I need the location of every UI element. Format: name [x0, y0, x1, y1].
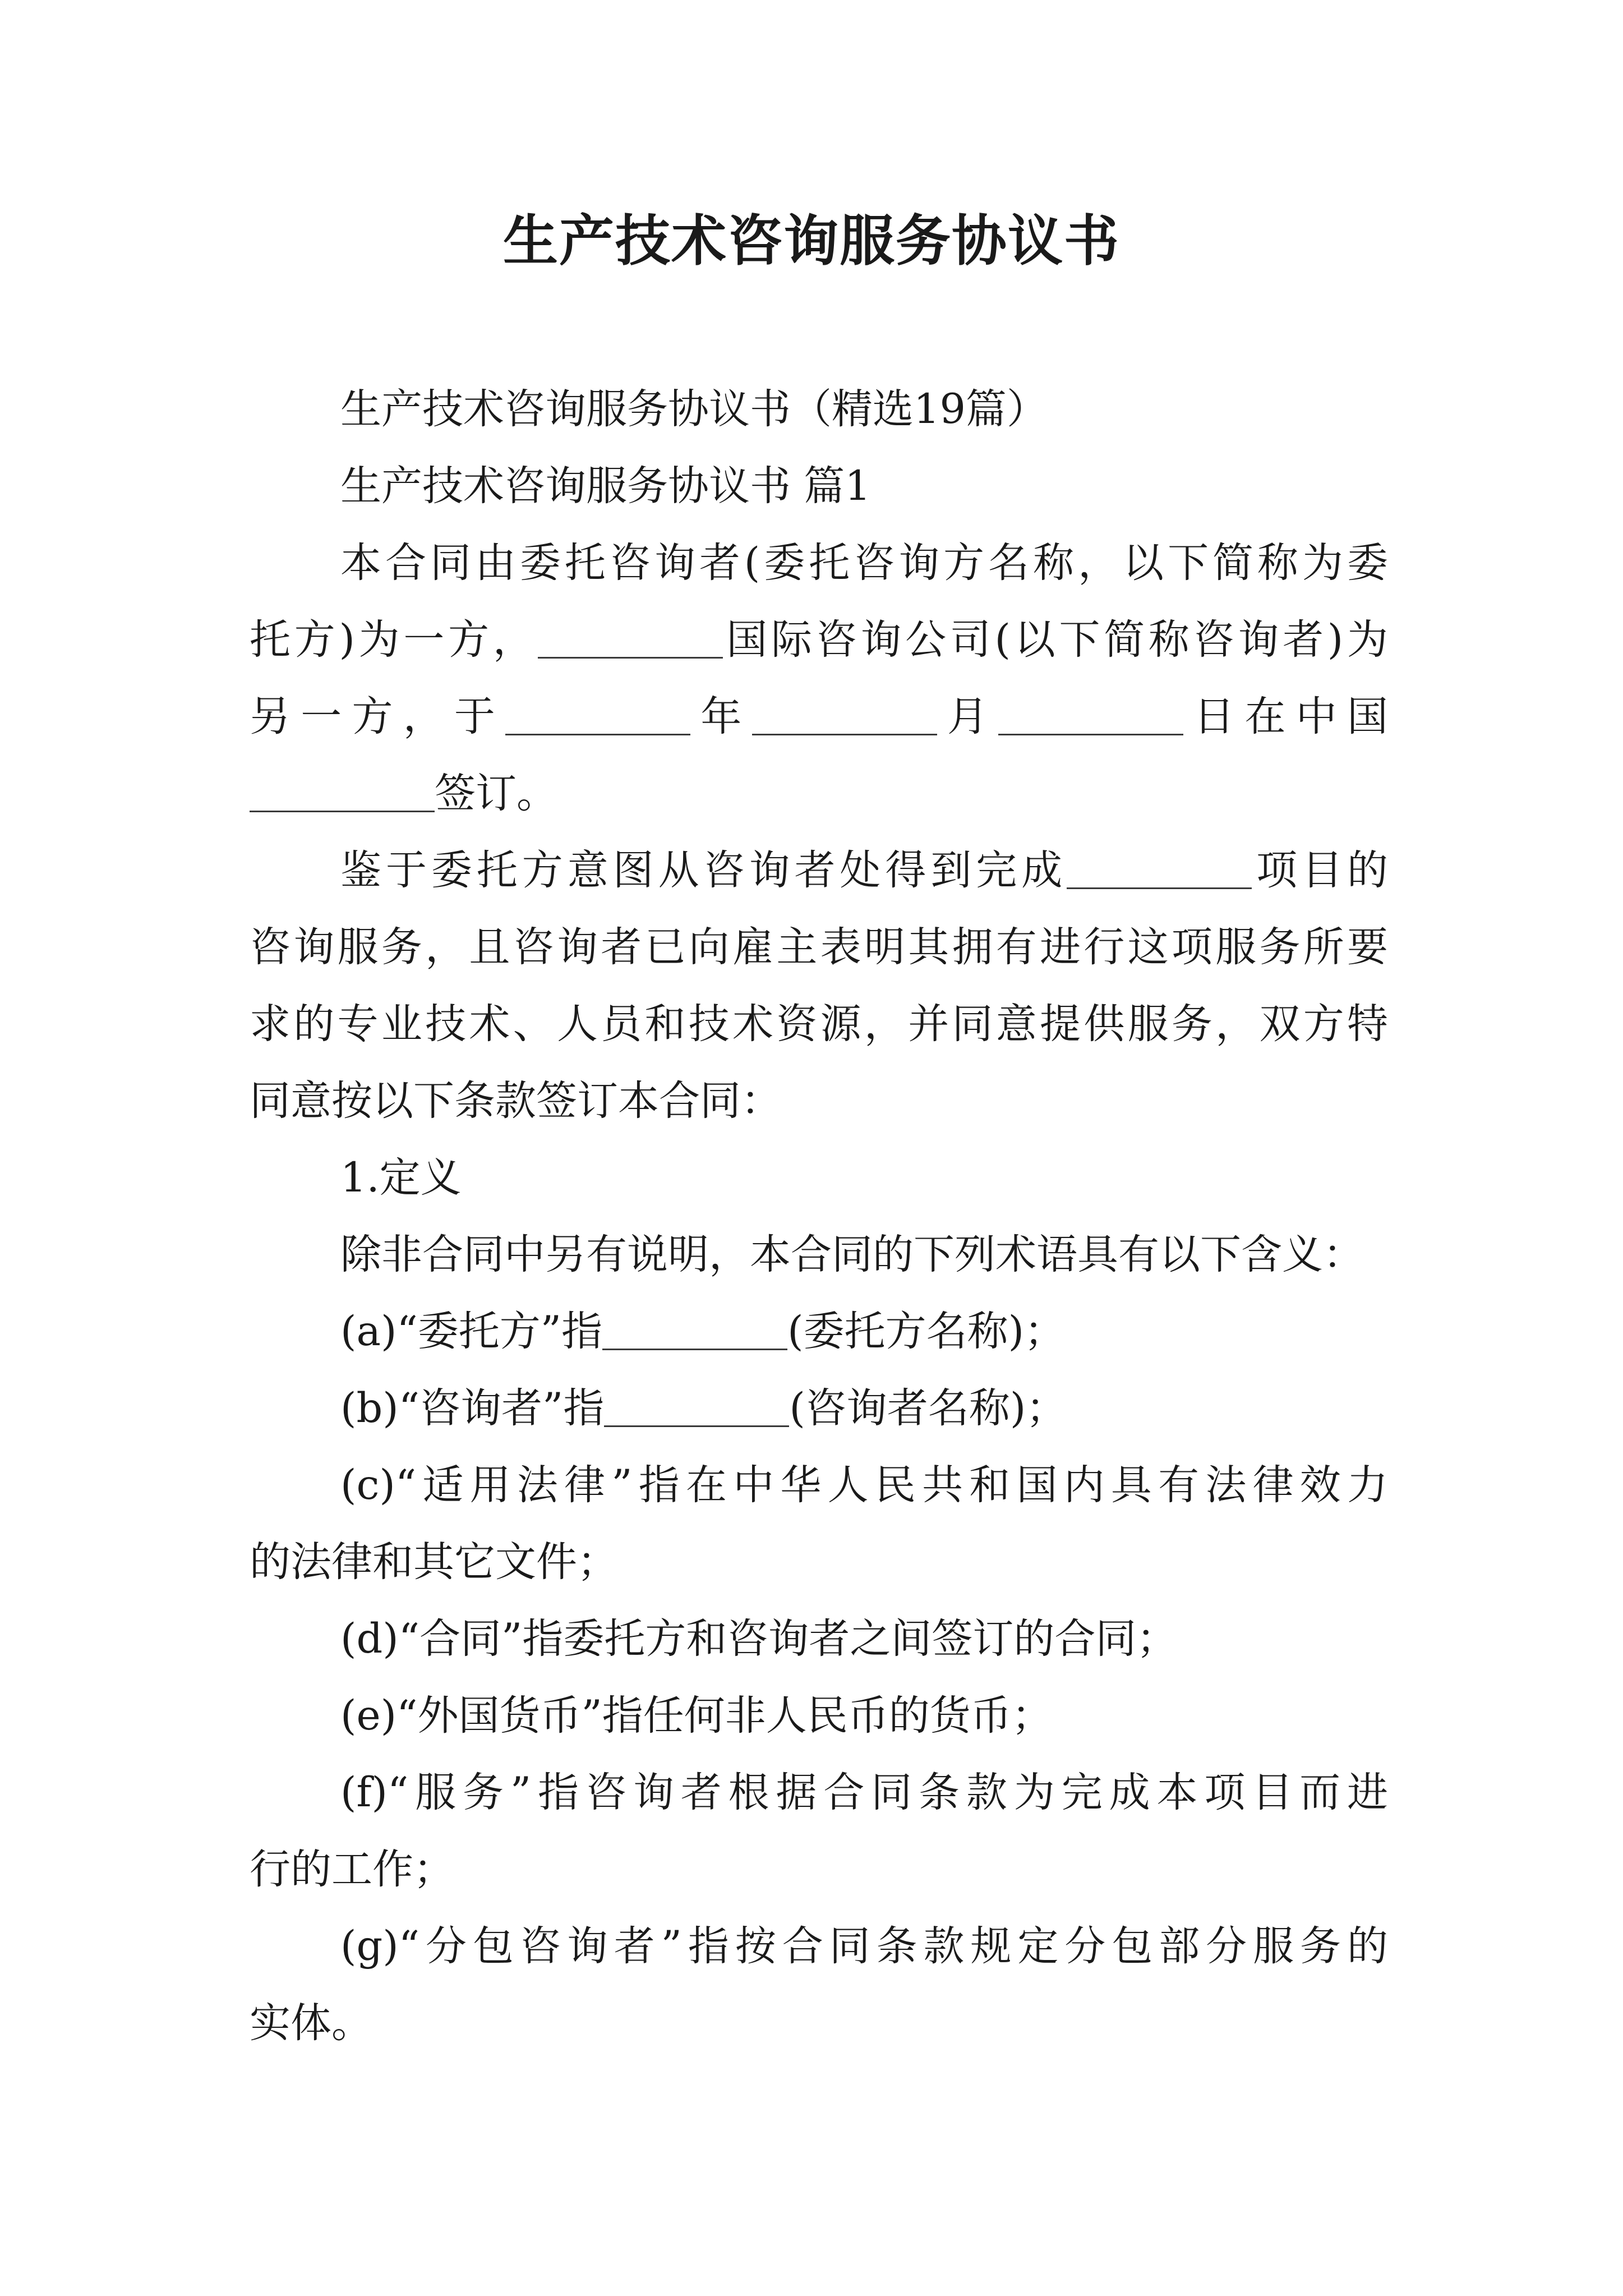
text-fragment: 日在中国: [1183, 693, 1389, 740]
paragraph-recital: [250, 832, 1388, 1139]
text-fragment: 年: [690, 693, 752, 740]
paragraph-line: 同意按以下条款签订本合同：: [250, 1077, 782, 1125]
paragraph-line: 咨询服务，且咨询者已向雇主表明其拥有进行这项服务所要: [250, 923, 1388, 971]
definition-item-continuation: 的法律和其它文件；: [250, 1538, 618, 1586]
paragraph-line: [250, 678, 1388, 755]
fill-in-blank: [505, 693, 690, 735]
definitions-intro: 除非合同中另有说明，本合同的下列术语具有以下含义：: [340, 1231, 1364, 1278]
text-fragment: 另一方，于: [250, 693, 506, 740]
paragraph-line: 求的专业技术、人员和技术资源，并同意提供服务，双方特: [250, 1000, 1388, 1048]
fill-in-blank: [1067, 846, 1252, 889]
text-fragment: (咨询者名称)；: [789, 1384, 1067, 1432]
fill-in-blank: [998, 693, 1183, 735]
document-body: [250, 371, 1388, 2062]
definition-item: (e)“外国货币”指任何非人民币的货币；: [340, 1692, 1053, 1740]
definition-item: (c)“适用法律”指在中华人民共和国内具有法律效力: [340, 1461, 1388, 1509]
definition-item-continuation: 行的工作；: [250, 1846, 454, 1893]
paragraph-line: [250, 832, 1388, 909]
text-fragment: 项目的: [1252, 846, 1389, 894]
paragraph-parties: [250, 524, 1388, 832]
section-heading: 生产技术咨询服务协议书 篇1: [340, 462, 871, 510]
text-fragment: (b)“咨询者”指: [340, 1384, 605, 1432]
paragraph-line: [250, 755, 1388, 832]
definition-item: (g)“分包咨询者”指按合同条款规定分包部分服务的: [340, 1922, 1388, 1970]
definition-item: (d)“合同”指委托方和咨询者之间签订的合同；: [340, 1615, 1178, 1663]
text-fragment: 签订。: [435, 770, 557, 817]
fill-in-blank: [602, 1308, 787, 1350]
fill-in-blank: [538, 616, 723, 659]
definition-item: [250, 1293, 1388, 1370]
fill-in-blank: [604, 1384, 789, 1427]
text-fragment: 月: [937, 693, 999, 740]
fill-in-blank: [752, 693, 937, 735]
definition-item: (f)“服务”指咨询者根据合同条款为完成本项目而进: [340, 1769, 1388, 1816]
definitions-heading: 1.定义: [340, 1154, 462, 1202]
document-subtitle: 生产技术咨询服务协议书（精选19篇）: [340, 385, 1048, 433]
fill-in-blank: [250, 770, 435, 812]
text-fragment: 鉴于委托方意图从咨询者处得到完成: [340, 846, 1067, 894]
paragraph-line: [250, 601, 1388, 678]
text-fragment: 国际咨询公司(以下简称咨询者)为: [722, 616, 1388, 664]
text-fragment: (a)“委托方”指: [340, 1308, 603, 1355]
text-fragment: (委托方名称)；: [787, 1308, 1066, 1355]
definition-item: [250, 1370, 1388, 1447]
paragraph-line: 本合同由委托咨询者(委托咨询方名称，以下简称为委: [340, 539, 1388, 587]
definition-item-continuation: 实体。: [250, 1999, 372, 2047]
document-title: 生产技术咨询服务协议书: [502, 209, 1120, 273]
text-fragment: 托方)为一方，: [250, 616, 538, 664]
